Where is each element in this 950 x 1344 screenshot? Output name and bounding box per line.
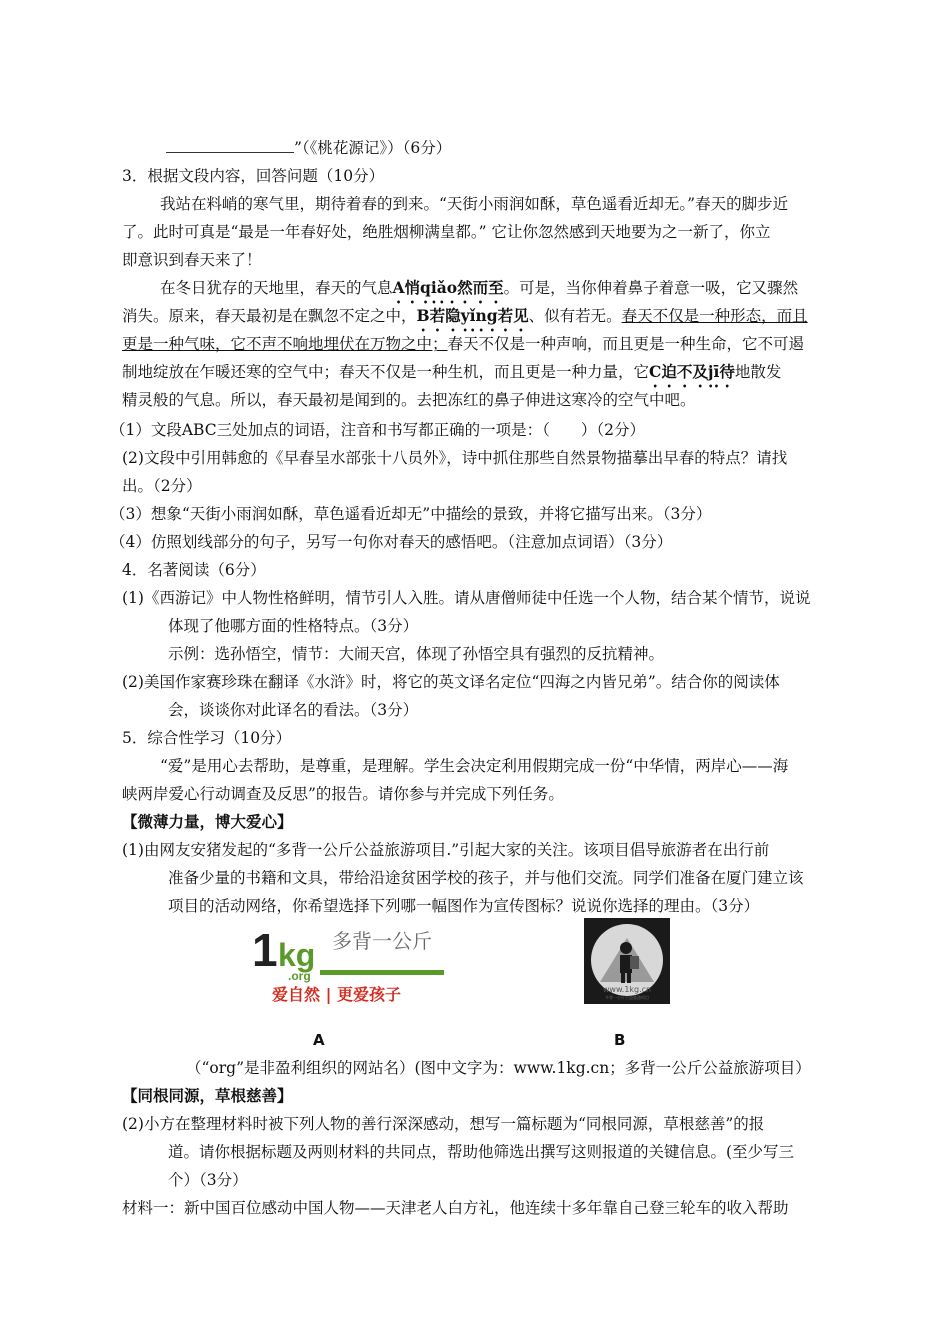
passage-line-1: 我站在料峭的寒气里，期待着春的到来。“天街小雨润如酥，草色遥看近却无。”春天的脚步近 [160, 195, 789, 213]
logo-a-slogan: 爱自然 | 更爱孩子 [272, 985, 401, 1004]
line-1: ”（《桃花源记》）（6分） [166, 138, 884, 158]
question-5-intro-1: “爱”是用心去帮助，是尊重，是理解。学生会决定利用假期完成一份“中华情，两岸心——海 [160, 757, 789, 775]
passage-line-2: 了。此时可真是“最是一年春好处，绝胜烟柳满皇都。” 它让你忽然感到天地要为之一新了，你立 [122, 223, 771, 241]
logo-a-graphic [250, 918, 448, 1006]
passage-line-7: 制地绽放在乍暖还寒的空气中；春天不仅是一种生机，而且更是一种力量，它C迫不及jī待地散发 [122, 362, 782, 381]
dotted-word-c: C迫不及jī待 [649, 362, 735, 381]
logo-a-title: 多背一公斤 [332, 929, 432, 953]
logo-a-1kg [250, 918, 448, 1006]
question-3-1: （1）文段ABC三处加点的词语，注音和书写都正确的一项是：（ ）（2分） [110, 421, 645, 439]
logo-b-backpacker [584, 918, 670, 1004]
answer-blank [166, 138, 294, 153]
underlined-sentence-part-2: 更是一种气味，它不声不响地埋伏在万物之中； [122, 335, 448, 353]
option-label-a: A [313, 1031, 325, 1049]
question-5-heading: 5．综合性学习（10分） [122, 729, 292, 747]
question-4-heading: 4．名著阅读（6分） [122, 561, 266, 579]
question-5-2-cont-1: 道。请你根据标题及两则材料的共同点，帮助他筛选出撰写这则报道的关键信息。(至少写三 [168, 1143, 795, 1161]
logo-b-backpack-icon [630, 956, 639, 969]
underlined-sentence-part-1: 春天不仅是一种形态，而且 [621, 307, 808, 325]
passage-line-6: 更是一种气味，它不声不响地埋伏在万物之中；春天不仅是一种声响，而且更是一种生命，它不可遏 [122, 335, 805, 353]
question-5-2: (2)小方在整理材料时被下列人物的善行深深感动，想写一篇标题为“同根同源，草根慈善”的报 [122, 1115, 765, 1133]
question-5-intro-2: 峡两岸爱心行动调查及反思”的报告。请你参与并完成下列任务。 [122, 785, 564, 803]
logo-a-one: 1 [252, 924, 278, 976]
passage-line-5: 消失。原来，春天最初是在飘忽不定之中，B若隐yǐng若见、似有若无。春天不仅是一种形态，而且 [122, 306, 808, 325]
question-5-2-cont-2: 个）（3分） [168, 1171, 248, 1189]
question-3-3: （3）想象“天街小雨润如酥，草色遥看近却无”中描绘的景致，并将它描写出来。（3分） [110, 505, 712, 523]
question-3-heading: 3．根据文段内容，回答问题（10分） [122, 167, 385, 185]
passage-line-8: 精灵般的气息。所以，春天最初是闻到的。去把冻红的鼻子伸进这寒冷的空气中吧。 [122, 391, 696, 409]
question-3-4: （4）仿照划线部分的句子，另写一句你对春天的感悟吧。（注意加点词语）（3分） [110, 533, 673, 551]
logo-b-leg-icon [621, 973, 625, 983]
option-label-b: B [614, 1031, 626, 1049]
logo-a-bar [320, 970, 444, 975]
logo-b-caption: www.1kg.cn [602, 985, 652, 994]
question-4-1: (1)《西游记》中人物性格鲜明，情节引人入胜。请从唐僧师徒中任选一个人物，结合某个情节，说说 [122, 589, 811, 607]
question-3-2: (2)文段中引用韩愈的《早春呈水部张十八员外》，诗中抓住那些自然景物描摹出早春的特点？请找 [122, 449, 788, 467]
logo-b-graphic [584, 918, 670, 1004]
section-heading-2: 【同根同源，草根慈善】 [122, 1086, 293, 1105]
logo-a-kg: kg [278, 937, 316, 973]
passage-line-3: 即意识到春天来了！ [122, 251, 262, 269]
question-5-1-cont-1: 准备少量的书籍和文具，带给沿途贫困学校的孩子，并与他们交流。同学们准备在厦门建立该 [168, 869, 804, 887]
question-4-1-cont: 体现了他哪方面的性格特点。（3分） [168, 617, 419, 635]
logo-b-leg-icon [627, 973, 631, 983]
question-4-2-cont: 会，谈谈你对此译名的看法。（3分） [168, 701, 419, 719]
material-1: 材料一：新中国百位感动中国人物——天津老人白方礼，他连续十多年靠自己登三轮车的收入帮助 [122, 1199, 789, 1217]
question-5-1-cont-2: 项目的活动网络，你希望选择下列哪一幅图作为宣传图标？说说你选择的理由。（3分） [168, 897, 760, 915]
logo-b-subcaption: 多背一公斤公益旅游项目 [605, 995, 649, 1000]
logo-note: （“org”是非盈利组织的网站名）(图中文字为：www.1kg.cn；多背一公斤公益旅游项目） [186, 1059, 811, 1077]
dotted-word-b: B若隐yǐng若见 [416, 306, 529, 325]
section-heading-1: 【微薄力量，博大爱心】 [122, 812, 293, 831]
question-4-2: (2)美国作家赛珍珠在翻译《水浒》时，将它的英文译名定位“四海之内皆兄弟”。结合你的阅读体 [122, 673, 780, 691]
dotted-word-a: A悄qiǎo然而至 [392, 278, 504, 297]
question-4-1-example: 示例：选孙悟空，情节：大闹天宫，体现了孙悟空具有强烈的反抗精神。 [168, 645, 665, 663]
logo-a-org: .org [288, 969, 311, 983]
logo-b-head-icon [620, 942, 632, 954]
question-5-1: (1)由网友安猪发起的“多背一公斤公益旅游项目.”引起大家的关注。该项目倡导旅游者在出行前 [122, 841, 770, 859]
question-3-2-cont: 出。（2分） [122, 477, 202, 495]
passage-line-4: 在冬日犹存的天地里，春天的气息A悄qiǎo然而至。可是，当你伸着鼻子着意一吸，它又骤然 [160, 278, 799, 297]
